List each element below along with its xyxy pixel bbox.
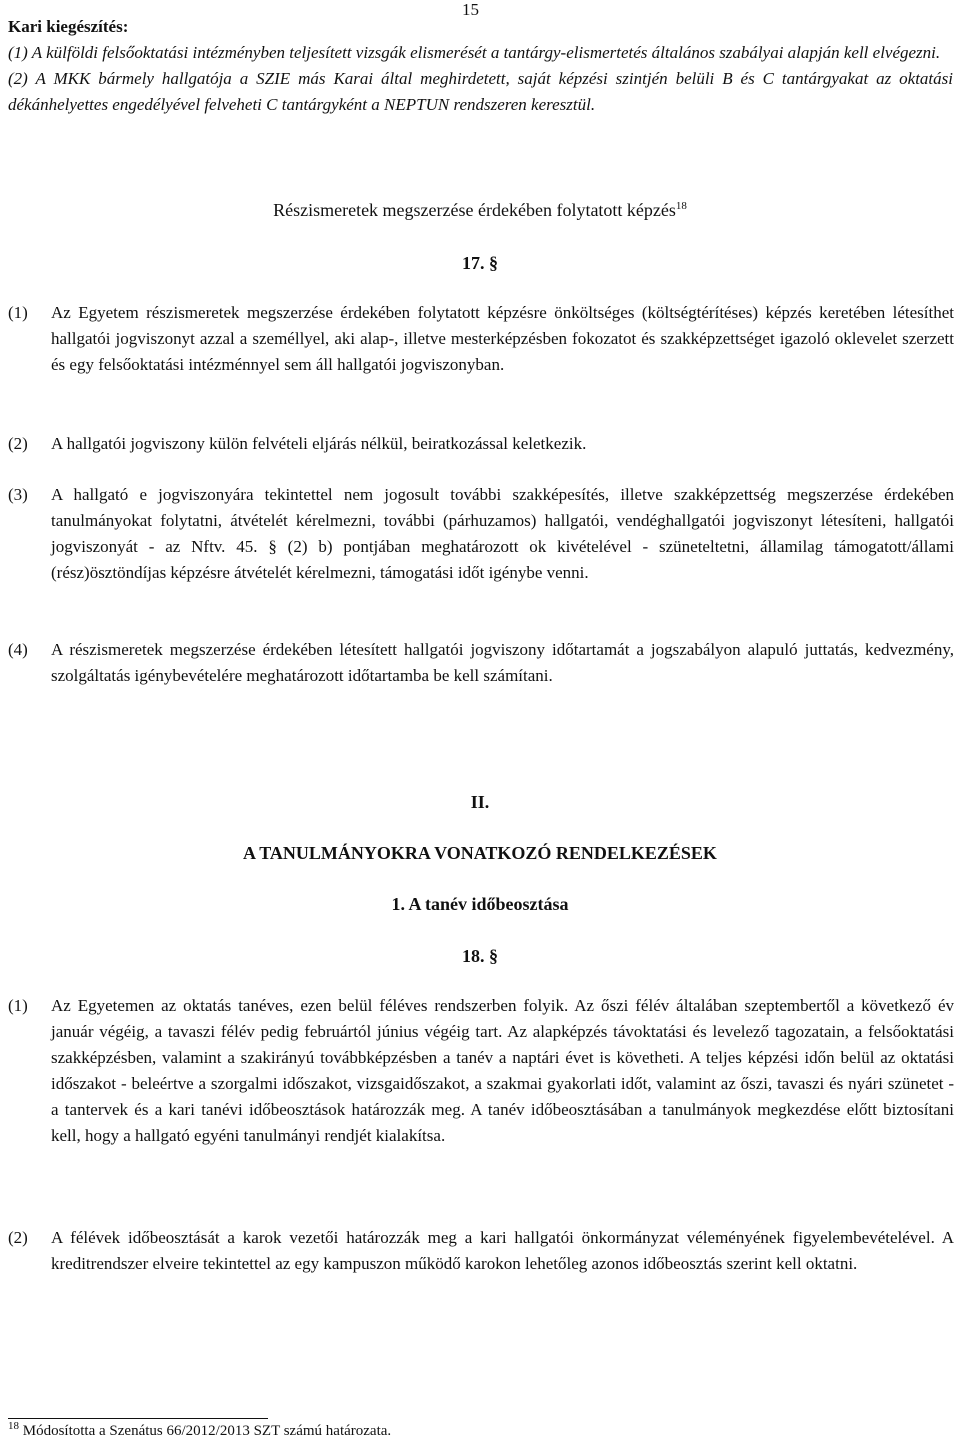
chapter-subtitle: 1. A tanév időbeosztása	[391, 894, 569, 914]
addendum-line-1: (1) A külföldi felsőoktatási intézményben teljesített vizsgák elismerését a tantárgy-elismertetés általános szabályai alapján kell elvégezni.	[8, 43, 941, 62]
para-number: (1)	[8, 996, 28, 1015]
footnote-divider	[8, 1418, 268, 1419]
addendum-title: Kari kiegészítés:	[8, 17, 129, 36]
chapter-title: A TANULMÁNYOKRA VONATKOZÓ RENDELKEZÉSEK	[243, 843, 717, 863]
footnote-ref-18[interactable]: 18	[675, 200, 687, 212]
para-number: (2)	[8, 1228, 28, 1247]
para-text: A hallgató e jogviszonyára tekintettel nem jogosult további szakképesítés, illetve szakképzettség megszerzése érdekében tanulmányokat folytatni, átvételét kérelmezni, további (párhuzamos) hallgatói, vendéghallgatói jogviszonyt létesíteni, hallgatói jogviszonyát - az Nftv. 45. § (2) b) pontjában meghatározott ok kivételével - szüneteltetni, államilag támogatott/állami (rész)ösztöndíjas képzésre átvételét kérelmezni, támogatási időt igénybe venni.	[51, 485, 954, 582]
footnote-text: Módosította a Szenátus 66/2012/2013 SZT számú határozata.	[22, 1423, 392, 1439]
para-text: A hallgatói jogviszony külön felvételi eljárás nélkül, beiratkozással keletkezik.	[51, 434, 587, 453]
addendum-line-2: (2) A MKK bármely hallgatója a SZIE más Karai által meghirdetett, saját képzési szintjén belüli B és C tantárgyakat az oktatási dékánhelyettes engedélyével felveheti C tantárgyként a NEPTUN rendszeren keresztül.	[8, 69, 953, 114]
para-text: Az Egyetem részismeretek megszerzése érdekében folytatott képzésre önköltséges (költségtérítéses) képzés keretében létesíthet hallgatói jogviszonyt azzal a személlyel, aki alap-, illetve mesterképzésben fokozatot és szakképzettséget igazoló oklevelet szerzett és egy felsőoktatási intézménnyel sem áll hallgatói jogviszonyban.	[51, 303, 954, 374]
para-number: (2)	[8, 434, 28, 453]
s17-para-3	[8, 482, 954, 586]
section-17-heading	[0, 200, 960, 221]
chapter-roman: II.	[470, 792, 490, 812]
s18-para-2	[8, 1225, 954, 1277]
section-17-number: 17. §	[462, 253, 498, 273]
section-18-number: 18. §	[462, 946, 498, 966]
page-number: 15	[462, 0, 479, 19]
para-text: A félévek időbeosztását a karok vezetői határozzák meg a kari hallgatói önkormányzat véleményének figyelembevételével. A kreditrendszer elveire tekintettel az egy kampuszon működő karokon lehetőleg azonos időbeosztás szerint kell oktatni.	[51, 1228, 954, 1273]
para-number: (3)	[8, 485, 28, 504]
s17-para-1	[8, 300, 954, 378]
para-text: A részismeretek megszerzése érdekében létesített hallgatói jogviszony időtartamát a jogszabályon alapuló juttatás, kedvezmény, szolgáltatás igénybevételére meghatározott időtartamba be kell számítani.	[51, 640, 954, 685]
s17-para-2	[8, 431, 954, 457]
footnote-marker: 18	[8, 1420, 19, 1432]
footnote	[8, 1422, 391, 1440]
para-number: (4)	[8, 640, 28, 659]
faculty-addendum	[8, 14, 953, 118]
para-number: (1)	[8, 303, 28, 322]
section-17-heading-text: Részismeretek megszerzése érdekében folytatott képzés	[273, 200, 676, 220]
s18-para-1	[8, 993, 954, 1149]
para-text: Az Egyetemen az oktatás tanéves, ezen belül féléves rendszerben folyik. Az őszi félév általában szeptembertől a következő év január végéig, a tavaszi félév pedig februártól június végéig tart. Az alapképzés távoktatási és levelező tagozatain, a felsőoktatási szakképzésben, valamint a szakirányú továbbképzésben a tanév a naptári évet is követheti. A teljes képzési időn belül az oktatási időszakot - beleértve a szorgalmi időszakot, vizsgaidőszakot, a szakmai gyakorlati időt, valamint az őszi, tavaszi és nyári szünetet - a tantervek és a kari tanévi időbeosztások határozzák meg. A tanév időbeosztásában a tanulmányok megkezdése előtt biztosítani kell, hogy a hallgató egyéni tanulmányi rendjét kialakítsa.	[51, 996, 954, 1145]
s17-para-4	[8, 637, 954, 689]
